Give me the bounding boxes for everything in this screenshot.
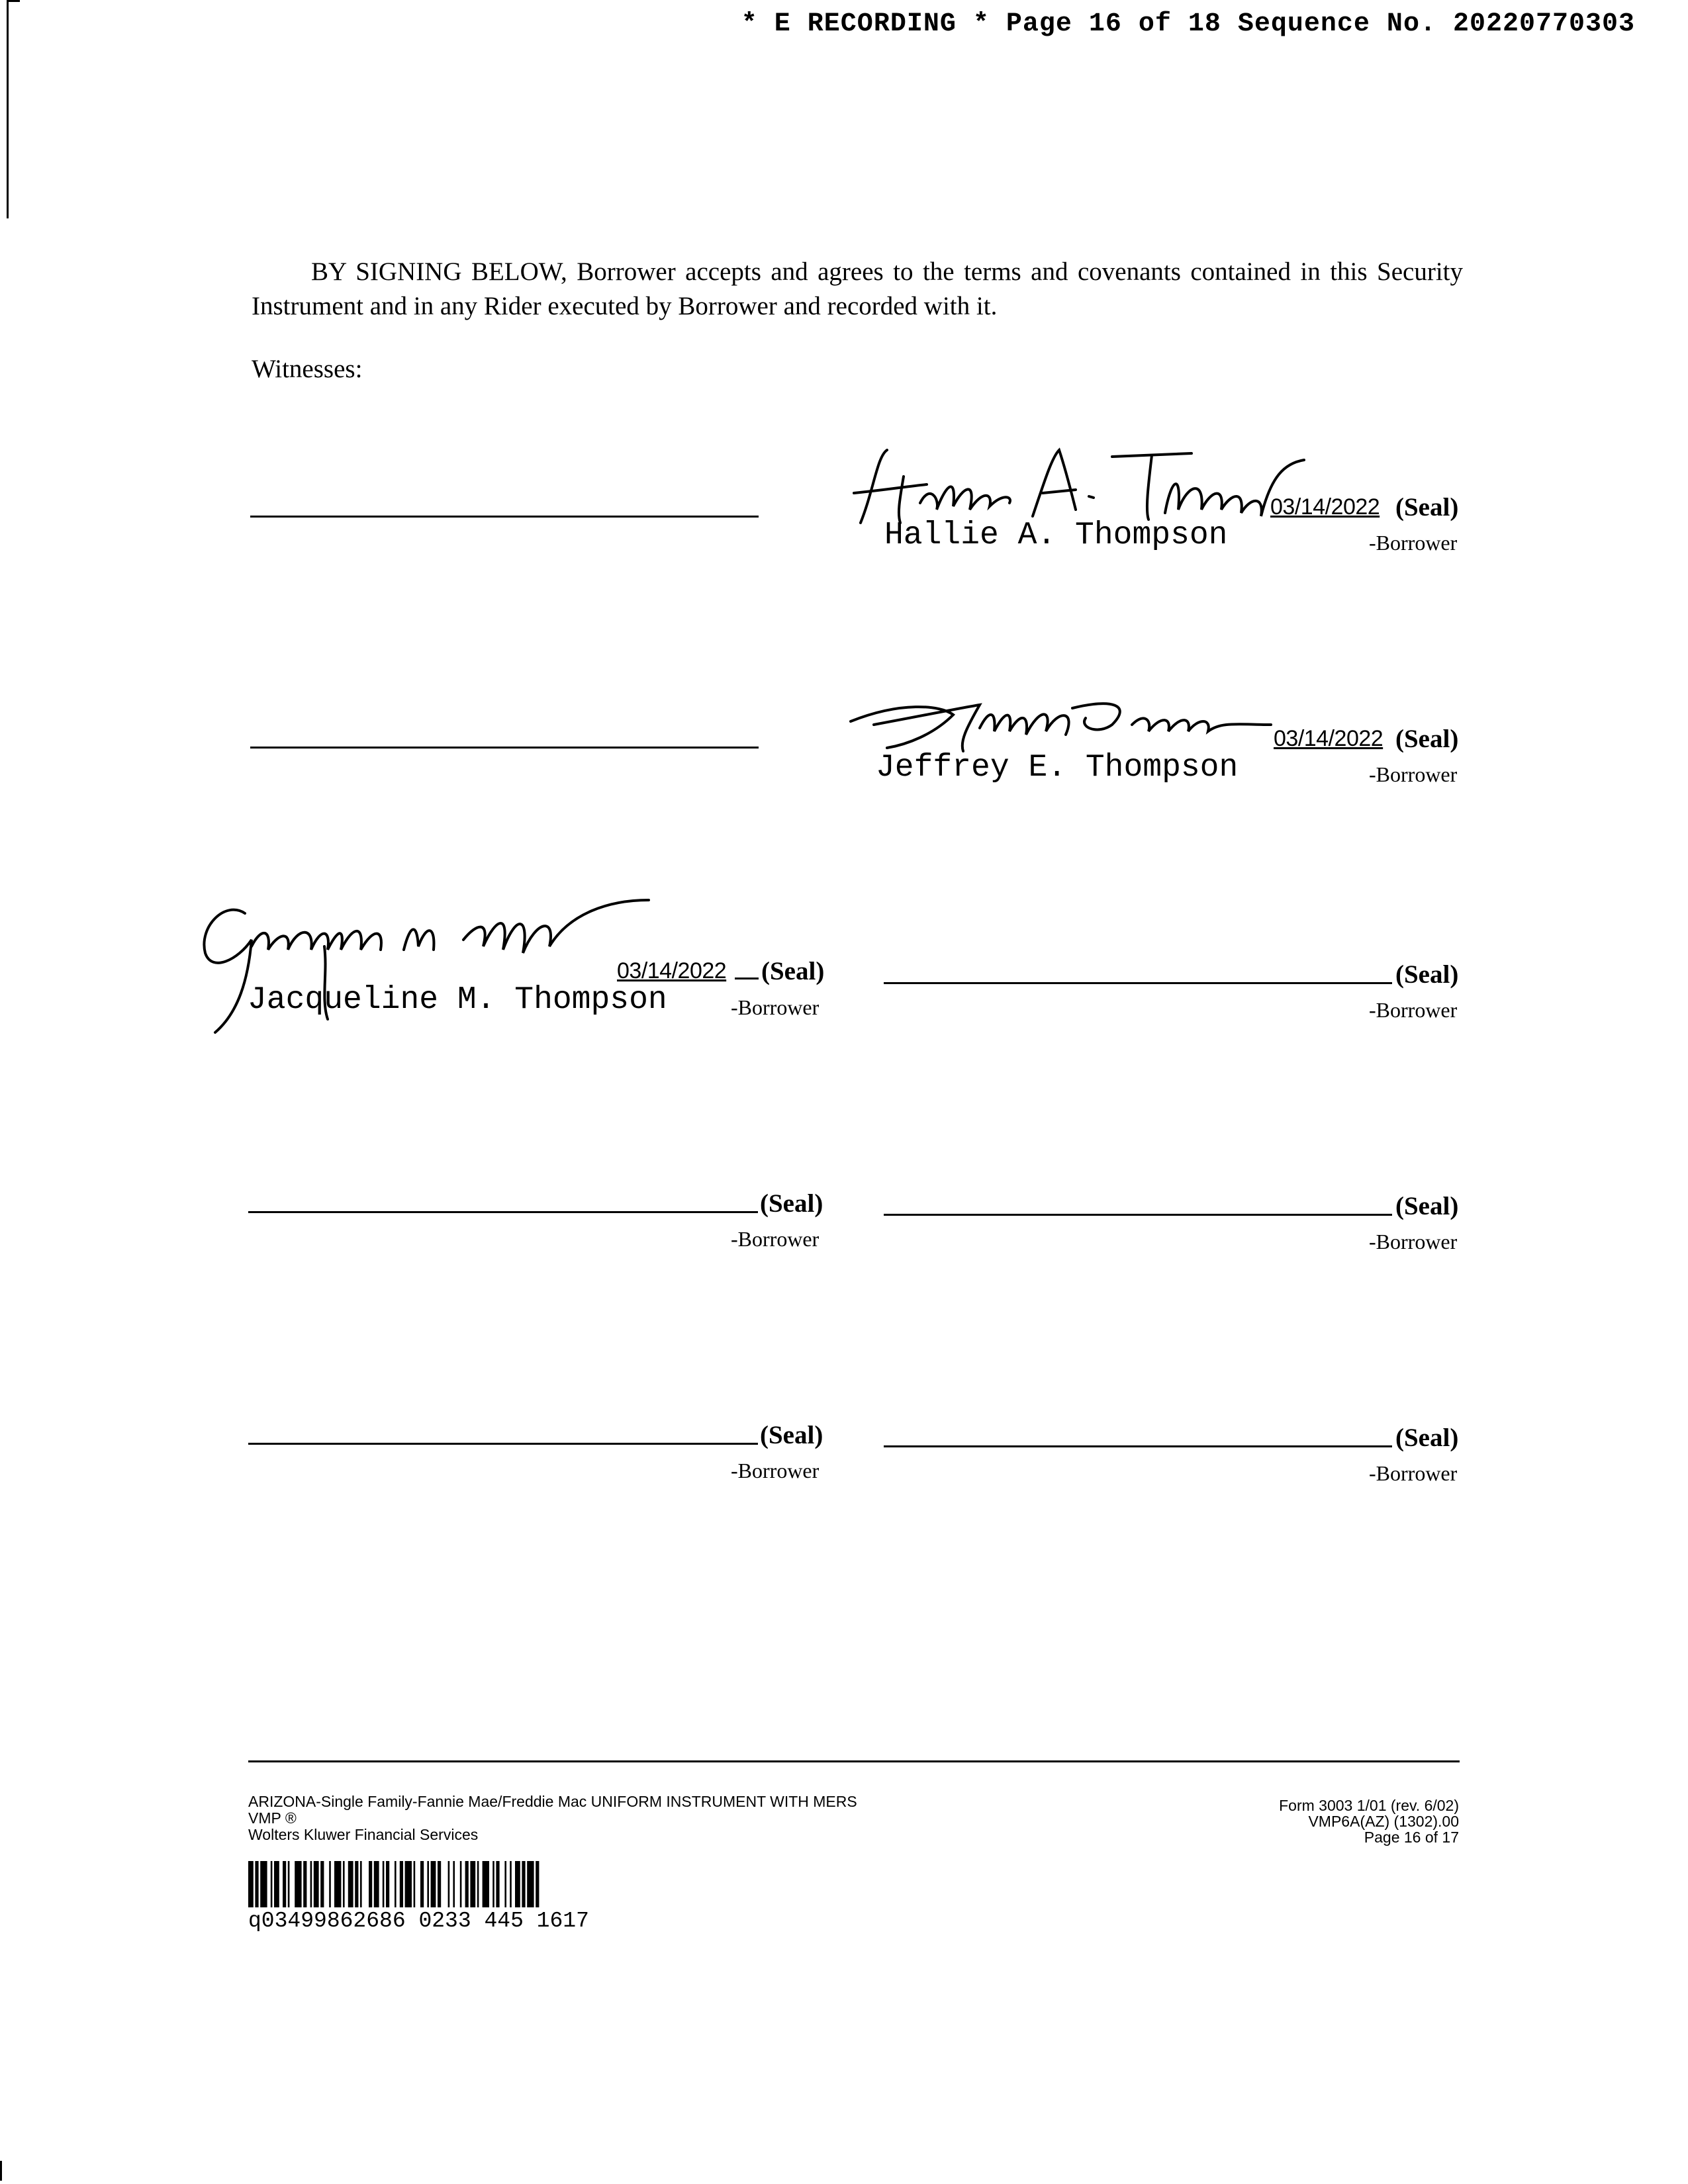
signature-line xyxy=(884,1445,1392,1447)
signing-statement: BY SIGNING BELOW, Borrower accepts and agrees to the terms and covenants contained in this Security Instrument and in any Rider executed by Borrower and recorded with it. xyxy=(252,257,1463,320)
form-identification xyxy=(248,1794,857,1843)
signature-line xyxy=(735,978,759,979)
form-number-block xyxy=(1125,1797,1459,1845)
publisher-name: Wolters Kluwer Financial Services xyxy=(248,1826,479,1843)
form-title: ARIZONA-Single Family-Fannie Mae/Freddie Mac UNIFORM INSTRUMENT WITH MERS xyxy=(248,1793,857,1810)
barcode-number: q03499862686 0233 445 1617 xyxy=(248,1909,589,1933)
role-label: -Borrower xyxy=(731,1459,820,1482)
role-label: -Borrower xyxy=(731,1227,820,1251)
role-label: -Borrower xyxy=(1369,998,1458,1022)
seal-label: (Seal) xyxy=(1395,1192,1459,1220)
witnesses-label: Witnesses: xyxy=(252,355,363,383)
witness-line xyxy=(250,747,759,749)
role-label: -Borrower xyxy=(1369,762,1458,786)
form-page-number: Page 16 of 17 xyxy=(1364,1829,1459,1846)
seal-label: (Seal) xyxy=(1395,960,1459,989)
signature-date: 03/14/2022 xyxy=(617,958,727,983)
signature-line xyxy=(248,1443,758,1445)
signature-line xyxy=(248,1211,758,1213)
recording-header: * E RECORDING * Page 16 of 18 Sequence No. 20220770303 xyxy=(741,9,1635,39)
signature-date: 03/14/2022 xyxy=(1270,494,1380,520)
signature-line xyxy=(884,982,1392,984)
role-label: -Borrower xyxy=(731,995,820,1019)
seal-label: (Seal) xyxy=(761,957,825,985)
crop-mark xyxy=(7,0,20,2)
role-label: -Borrower xyxy=(1369,531,1458,555)
form-code: VMP6A(AZ) (1302).00 xyxy=(1308,1813,1459,1830)
signature-line xyxy=(884,1214,1392,1216)
typed-name: Jacqueline M. Thompson xyxy=(248,982,667,1018)
crop-mark xyxy=(0,2161,2,2181)
role-label: -Borrower xyxy=(1369,1461,1458,1485)
footer-rule xyxy=(248,1760,1460,1762)
typed-name: Hallie A. Thompson xyxy=(884,518,1228,553)
seal-label: (Seal) xyxy=(1395,493,1459,522)
witness-line xyxy=(250,516,759,518)
typed-name: Jeffrey E. Thompson xyxy=(876,750,1239,786)
seal-label: (Seal) xyxy=(1395,725,1459,753)
role-label: -Borrower xyxy=(1369,1230,1458,1253)
seal-label: (Seal) xyxy=(760,1189,823,1218)
barcode xyxy=(248,1861,722,1914)
signature-date: 03/14/2022 xyxy=(1274,726,1383,751)
seal-label: (Seal) xyxy=(760,1421,823,1449)
crop-mark xyxy=(7,0,9,218)
form-number: Form 3003 1/01 (rev. 6/02) xyxy=(1279,1797,1459,1814)
seal-label: (Seal) xyxy=(1395,1424,1459,1452)
vendor-mark: VMP ® xyxy=(248,1809,297,1827)
signature-hallie xyxy=(847,437,1311,529)
